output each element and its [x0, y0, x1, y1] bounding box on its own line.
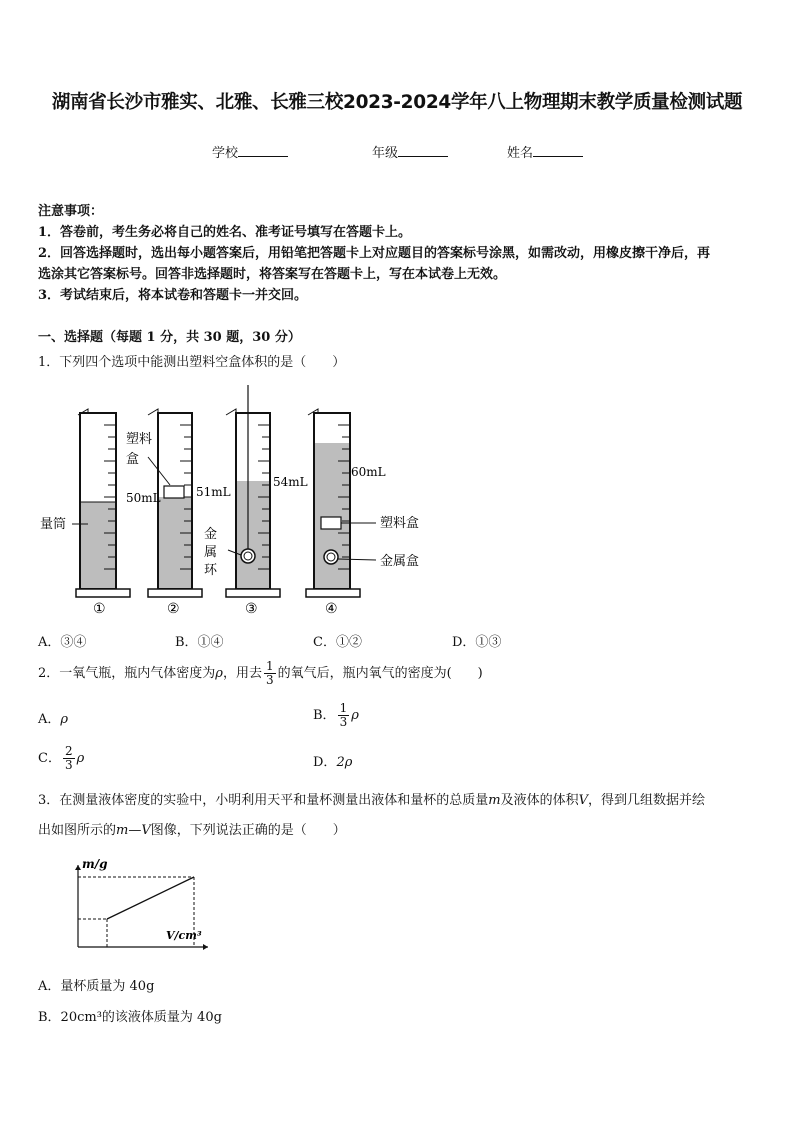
cylinder-number-3: ③: [245, 601, 258, 617]
q2-stem-a: 2．一氧气瓶，瓶内气体密度为: [38, 666, 216, 681]
question-2-stem: [38, 660, 483, 687]
question-3-stem-line-1: [38, 791, 705, 811]
series-line: [107, 877, 194, 919]
q3-v: V: [578, 793, 589, 808]
q3-option-a: A．量杯质量为 40g: [38, 979, 155, 994]
q2-option-d: [313, 753, 352, 773]
notice-item: 3．考试结束后，将本试卷和答题卡一并交回。: [38, 288, 308, 303]
grade-field: [372, 142, 448, 161]
q2-option-a: [38, 710, 68, 730]
q2-option-d-value: 2ρ: [336, 755, 353, 770]
label-metal-ring-1: 金: [204, 527, 218, 542]
question-3-stem-line-2: [38, 821, 346, 841]
label-54ml: 54mL: [273, 475, 308, 489]
q3-line1-b: 及液体的体积: [500, 793, 579, 808]
notice-item: 选涂其它答案标号。回答非选择题时，将答案写在答题卡上，写在本试卷上无效。: [38, 267, 507, 282]
cylinder-number-1: ①: [93, 601, 106, 617]
x-axis-arrow: [203, 944, 208, 950]
q2-option-c-num: 2: [64, 744, 73, 758]
cylinder-1: [76, 409, 130, 597]
label-cylinder: 量筒: [40, 517, 67, 532]
q2-option-a-label: A．: [38, 712, 61, 727]
label-plastic-box-4: 塑料盒: [380, 516, 420, 531]
q2-option-b-den: 3: [339, 715, 348, 729]
q2-option-b-num: 1: [339, 701, 348, 715]
q3-mv: m—V: [116, 823, 151, 838]
q3-mv-chart: [38, 852, 218, 967]
notice-heading: 注意事项：: [38, 204, 104, 219]
label-metal-ring-2: 属: [204, 545, 218, 560]
q2-frac-den: 3: [265, 673, 274, 687]
page-title: 湖南省长沙市雅实、北雅、长雅三校2023-2024学年八上物理期末教学质量检测试题: [51, 92, 743, 113]
q2-stem-c: 的氧气后，瓶内氧气的密度为( ): [277, 666, 483, 681]
school-blank: [238, 144, 288, 157]
label-60ml: 60mL: [351, 465, 386, 479]
q1-figure: [30, 385, 450, 625]
label-metal-box-4: 金属盒: [380, 554, 420, 569]
label-50ml: 50mL: [126, 491, 161, 505]
q3-line1-c: ，得到几组数据并绘: [588, 793, 706, 808]
q3-option-b: B．20cm³的该液体质量为 40g: [38, 1010, 222, 1025]
cylinder-4: [306, 409, 376, 597]
notice-item: 2．回答选择题时，选出每小题答案后，用铅笔把答题卡上对应题目的答案标号涂黑，如需改动，用橡皮擦干净后，再: [38, 246, 711, 261]
school-label: 学校: [212, 146, 239, 161]
label-plastic-box: 塑料: [126, 432, 153, 447]
notice-item: 1．答卷前，考生务必将自己的姓名、准考证号填写在答题卡上。: [38, 225, 412, 240]
section-heading: 一、选择题（每题 1 分，共 30 题，30 分）: [38, 330, 301, 345]
cylinder-3: [226, 385, 280, 597]
q1-option-b: B．①④: [175, 635, 224, 650]
q1-option-d: D．①③: [452, 635, 502, 650]
q2-option-c-den: 3: [64, 758, 73, 772]
q1-option-a: A．③④: [38, 635, 87, 650]
q2-option-b: [313, 702, 359, 729]
q2-option-c-fraction: [63, 745, 75, 772]
q2-option-a-value: ρ: [60, 712, 69, 727]
q2-rho: ρ: [215, 666, 223, 681]
label-51ml: 51mL: [196, 485, 231, 499]
name-blank: [533, 144, 583, 157]
question-1-stem: 1．下列四个选项中能测出塑料空盒体积的是（ ）: [38, 355, 346, 370]
q2-option-b-fraction: [338, 702, 350, 729]
q3-m: m: [488, 793, 501, 808]
name-field: [507, 142, 583, 161]
name-label: 姓名: [507, 146, 534, 161]
y-axis-label: m/g: [82, 857, 108, 871]
label-metal-ring-3: 环: [204, 563, 218, 578]
grade-label: 年级: [372, 146, 399, 161]
q2-option-c-value: ρ: [76, 751, 85, 766]
q3-line2-b: 图像，下列说法正确的是（ ）: [150, 823, 346, 838]
x-axis-label: V/cm³: [166, 929, 202, 942]
q3-line1-a: 3．在测量液体密度的实验中，小明利用天平和量杯测量出液体和量杯的总质量: [38, 793, 489, 808]
q2-option-b-value: ρ: [351, 708, 359, 723]
label-plastic-box-2: 盒: [126, 452, 140, 467]
q2-option-c: [38, 745, 84, 772]
school-field: [212, 142, 288, 161]
q2-frac-num: 1: [265, 659, 274, 673]
q2-fraction: [264, 660, 276, 687]
grade-blank: [398, 144, 448, 157]
cylinder-number-2: ②: [167, 601, 180, 617]
y-axis-arrow: [75, 865, 81, 870]
q2-option-b-label: B．: [313, 708, 336, 723]
q2-option-d-label: D．: [313, 755, 337, 770]
q2-stem-b: ，用去: [222, 666, 262, 681]
q2-option-c-label: C．: [38, 751, 61, 766]
q3-line2-a: 出如图所示的: [38, 823, 117, 838]
q1-option-c: C．①②: [313, 635, 362, 650]
cylinder-number-4: ④: [325, 601, 338, 617]
